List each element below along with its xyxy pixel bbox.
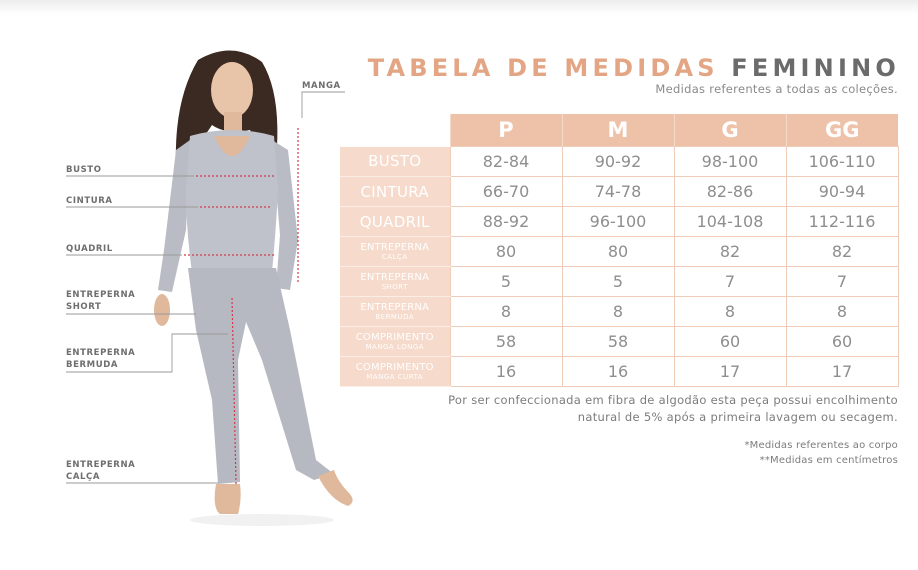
size-header-m: M (562, 114, 674, 147)
table-row (340, 207, 898, 237)
left-hand (154, 294, 170, 326)
row-label-text: ENTREPERNA (360, 271, 430, 283)
row-label-text: BUSTO (368, 152, 422, 171)
row-label (340, 177, 450, 207)
table-cell: 112-116 (786, 207, 898, 237)
table-cell: 96-100 (562, 207, 674, 237)
table-cell: 5 (450, 267, 562, 297)
table-row (340, 147, 898, 177)
table-cell: 8 (674, 297, 786, 327)
table-cell: 60 (674, 327, 786, 357)
table-cell: 8 (450, 297, 562, 327)
table-cell: 106-110 (786, 147, 898, 177)
table-cell: 74-78 (562, 177, 674, 207)
row-label (340, 267, 450, 297)
table-row (340, 357, 898, 387)
table-row (340, 177, 898, 207)
footnote-units: **Medidas em centímetros (759, 455, 898, 466)
header-blank-cell (340, 114, 450, 147)
row-sublabel-text: CALÇA (381, 252, 408, 261)
page-title (368, 54, 900, 82)
size-table (340, 114, 899, 387)
title-part1: TABELA DE MEDIDAS (367, 54, 719, 82)
label-cintura: CINTURA (66, 196, 113, 206)
table-cell: 66-70 (450, 177, 562, 207)
size-header-g: G (674, 114, 786, 147)
floor-shadow (190, 514, 334, 526)
table-cell: 88-92 (450, 207, 562, 237)
table-cell: 17 (674, 357, 786, 387)
row-label-text: ENTREPERNA (360, 241, 430, 253)
table-cell: 7 (674, 267, 786, 297)
row-label-text: COMPRIMENTO (355, 331, 434, 343)
size-header-p: P (450, 114, 562, 147)
size-header-gg: GG (786, 114, 898, 147)
label-busto: BUSTO (66, 165, 102, 175)
table-cell: 7 (786, 267, 898, 297)
table-cell: 16 (562, 357, 674, 387)
shrinkage-note: Por ser confeccionada em fibra de algodão esta peça possui encolhimento natural de 5% após a primeira lavagem ou secagem. (448, 393, 898, 424)
table-cell: 82-86 (674, 177, 786, 207)
row-sublabel-text: SHORT (381, 282, 408, 291)
row-label (340, 297, 450, 327)
table-cell: 8 (786, 297, 898, 327)
row-label-text: ENTREPERNA (360, 301, 430, 313)
subtitle: Medidas referentes a todas as coleções. (655, 82, 898, 96)
table-cell: 5 (562, 267, 674, 297)
label-manga: MANGA (302, 81, 341, 91)
table-cell: 8 (562, 297, 674, 327)
row-label (340, 207, 450, 237)
table-cell: 104-108 (674, 207, 786, 237)
row-label-text: QUADRIL (359, 212, 430, 231)
leader-manga (302, 92, 345, 118)
table-cell: 80 (562, 237, 674, 267)
table-cell: 17 (786, 357, 898, 387)
table-cell: 82 (674, 237, 786, 267)
table-row (340, 237, 898, 267)
footnote-body: *Medidas referentes ao corpo (744, 440, 898, 451)
table-cell: 16 (450, 357, 562, 387)
table-cell: 90-94 (786, 177, 898, 207)
table-cell: 98-100 (674, 147, 786, 177)
table-cell: 82 (786, 237, 898, 267)
table-row (340, 327, 898, 357)
table-row (340, 267, 898, 297)
size-header-row (340, 114, 898, 147)
row-label (340, 237, 450, 267)
table-cell: 58 (562, 327, 674, 357)
table-cell: 82-84 (450, 147, 562, 177)
left-foot (215, 484, 241, 514)
label-quadril: QUADRIL (66, 244, 113, 254)
row-sublabel-text: MANGA LONGA (365, 342, 425, 351)
row-label-text: CINTURA (360, 182, 429, 201)
label-entreperna-bermuda: ENTREPERNA BERMUDA (66, 348, 136, 370)
table-cell: 58 (450, 327, 562, 357)
row-label-text: COMPRIMENTO (355, 361, 434, 373)
right-foot (318, 470, 353, 506)
title-part2: FEMININO (731, 54, 900, 82)
model-figure (0, 0, 360, 570)
table-cell: 80 (450, 237, 562, 267)
label-entreperna-calca: ENTREPERNA CALÇA (66, 460, 136, 482)
row-sublabel-text: BERMUDA (375, 312, 415, 321)
table-row (340, 297, 898, 327)
left-sleeve (158, 140, 190, 292)
row-sublabel-text: MANGA CURTA (366, 372, 424, 381)
table-cell: 90-92 (562, 147, 674, 177)
leggings (188, 268, 334, 484)
face (211, 62, 253, 118)
row-label (340, 357, 450, 387)
row-label (340, 147, 450, 177)
table-cell: 60 (786, 327, 898, 357)
row-label (340, 327, 450, 357)
label-entreperna-short: ENTREPERNA SHORT (66, 290, 136, 312)
